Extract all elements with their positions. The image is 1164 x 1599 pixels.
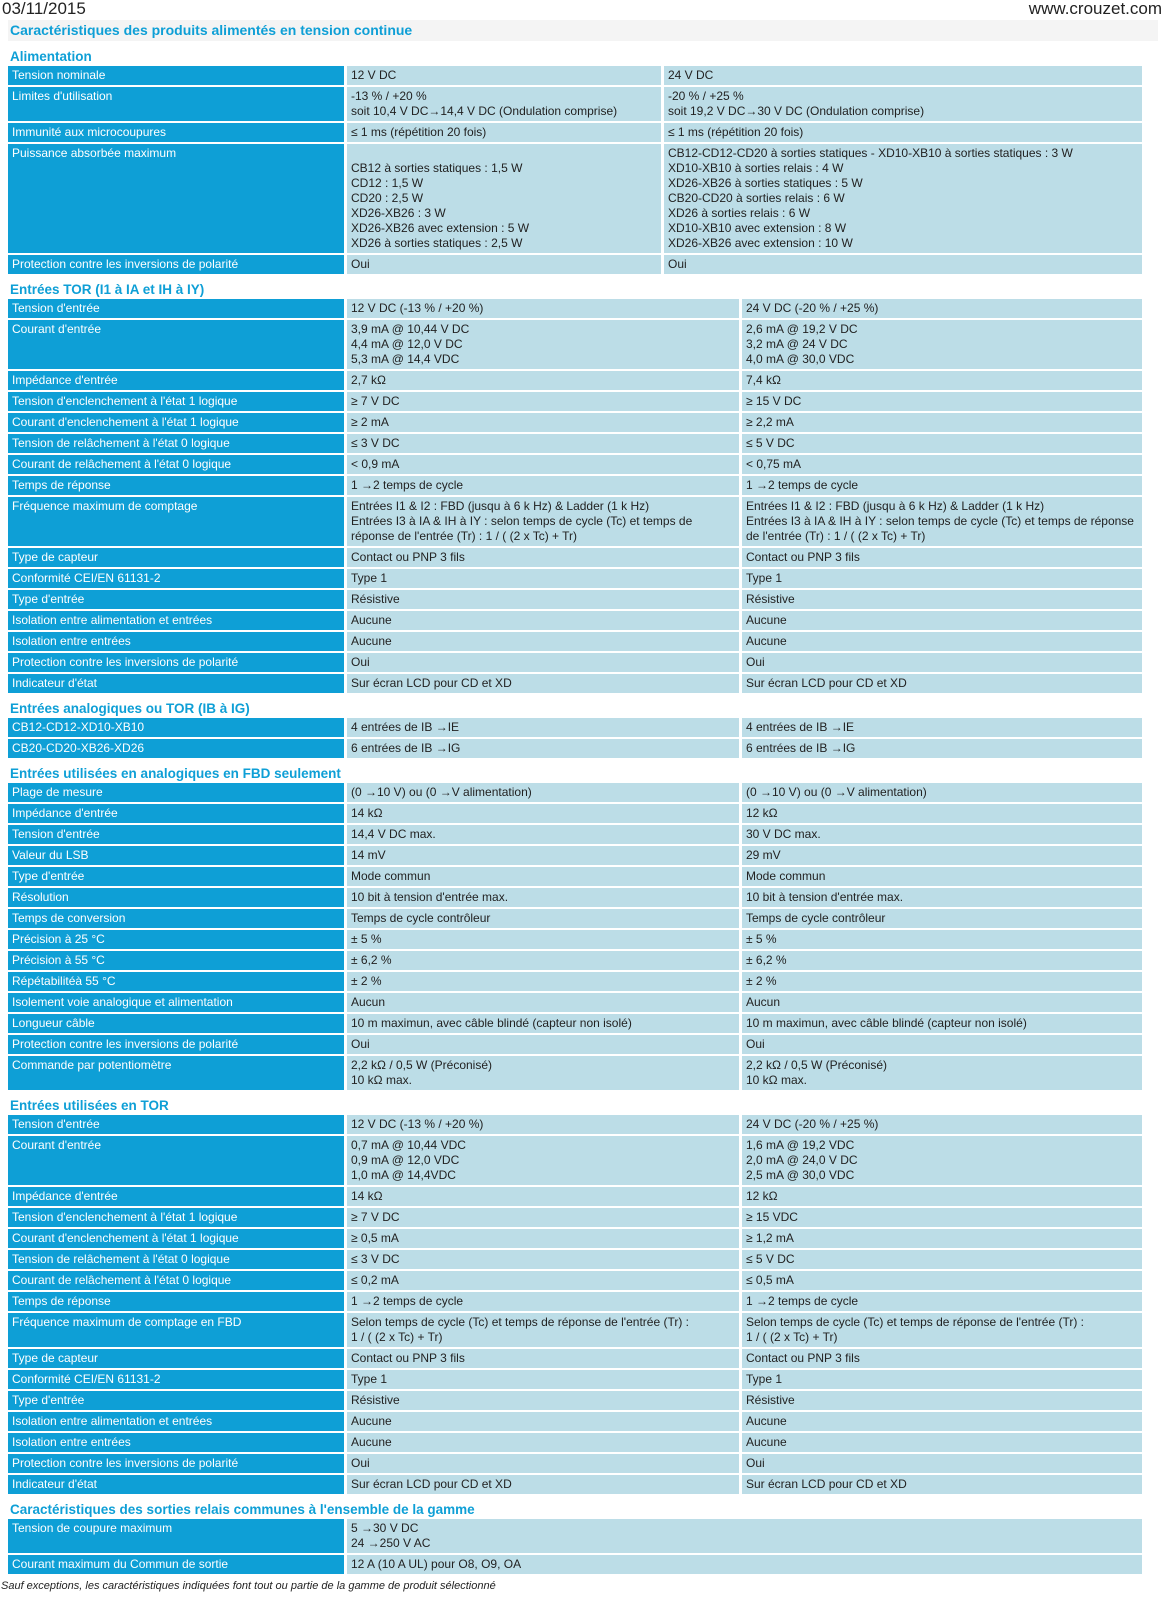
spec-value-24v: ≥ 15 V DC — [742, 392, 1142, 411]
spec-label: Tension d'entrée — [8, 299, 344, 318]
section-alimentation — [8, 47, 1158, 274]
spec-label: Temps de réponse — [8, 1292, 344, 1311]
spec-value-24v: 2,6 mA @ 19,2 V DC 3,2 mA @ 24 V DC 4,0 mA @ 30,0 VDC — [742, 320, 1142, 369]
spec-value-24v: Contact ou PNP 3 fils — [742, 548, 1142, 567]
spec-value-12v: ≥ 7 V DC — [347, 392, 739, 411]
spec-label: Tension d'entrée — [8, 1115, 344, 1134]
spec-value-24v: Aucune — [742, 1433, 1142, 1452]
spec-row — [8, 718, 1158, 737]
spec-value-24v: < 0,75 mA — [742, 455, 1142, 474]
spec-label: Courant d'enclenchement à l'état 1 logique — [8, 1229, 344, 1248]
spec-row — [8, 888, 1158, 907]
spec-label: Puissance absorbée maximum — [8, 144, 344, 253]
spec-value-24v: ≤ 1 ms (répétition 20 fois) — [664, 123, 1142, 142]
spec-value-12v: ± 6,2 % — [347, 951, 739, 970]
spec-label: Tension de coupure maximum — [8, 1519, 344, 1553]
spec-row — [8, 455, 1158, 474]
spec-label: Limites d'utilisation — [8, 87, 344, 121]
spec-value-12v: Aucune — [347, 1412, 739, 1431]
spec-value-12v: Aucune — [347, 1433, 739, 1452]
spec-value-12v: < 0,9 mA — [347, 455, 739, 474]
spec-value-12v: Selon temps de cycle (Tc) et temps de réponse de l'entrée (Tr) : 1 / ( (2 x Tc) + Tr) — [347, 1313, 739, 1347]
spec-label: Indicateur d'état — [8, 674, 344, 693]
spec-value-24v: ± 2 % — [742, 972, 1142, 991]
spec-label: Conformité CEI/EN 61131-2 — [8, 1370, 344, 1389]
spec-value-12v: Oui — [347, 1035, 739, 1054]
spec-value-24v: 4 entrées de IB →IE — [742, 718, 1142, 737]
spec-value-12v: ≤ 0,2 mA — [347, 1271, 739, 1290]
spec-value-24v: 1 →2 temps de cycle — [742, 1292, 1142, 1311]
spec-label: Type d'entrée — [8, 867, 344, 886]
spec-value-12v: ≤ 3 V DC — [347, 1250, 739, 1269]
spec-label: Courant d'entrée — [8, 320, 344, 369]
section-title: Entrées utilisées en TOR — [8, 1096, 755, 1115]
spec-row — [8, 569, 1158, 588]
spec-value-12v: ± 5 % — [347, 930, 739, 949]
section-title: Entrées TOR (I1 à IA et IH à IY) — [8, 280, 755, 299]
spec-value-24v: ± 5 % — [742, 930, 1142, 949]
spec-value-12v: ≥ 7 V DC — [347, 1208, 739, 1227]
section-sorties-relais — [8, 1500, 1158, 1574]
spec-value-24v: Selon temps de cycle (Tc) et temps de réponse de l'entrée (Tr) : 1 / ( (2 x Tc) + Tr) — [742, 1313, 1142, 1347]
spec-value-12v: -13 % / +20 % soit 10,4 V DC→14,4 V DC (Ondulation comprise) — [347, 87, 661, 121]
spec-label: Courant d'entrée — [8, 1136, 344, 1185]
spec-label: Isolement voie analogique et alimentation — [8, 993, 344, 1012]
spec-row — [8, 804, 1158, 823]
spec-row — [8, 413, 1158, 432]
spec-value-24v: 10 m maximun, avec câble blindé (capteur non isolé) — [742, 1014, 1142, 1033]
spec-row — [8, 1229, 1158, 1248]
spec-value-12v: Aucune — [347, 611, 739, 630]
page-title: Caractéristiques des produits alimentés en tension continue — [8, 20, 1158, 41]
spec-row — [8, 1292, 1158, 1311]
spec-label: Tension de relâchement à l'état 0 logique — [8, 1250, 344, 1269]
spec-value-12v: Type 1 — [347, 569, 739, 588]
spec-row — [8, 739, 1158, 758]
spec-label: Tension d'enclenchement à l'état 1 logique — [8, 392, 344, 411]
spec-value-12v: Oui — [347, 653, 739, 672]
spec-label: Impédance d'entrée — [8, 804, 344, 823]
spec-row — [8, 1271, 1158, 1290]
spec-value-24v: 12 kΩ — [742, 1187, 1142, 1206]
spec-value-24v: 1,6 mA @ 19,2 VDC 2,0 mA @ 24,0 V DC 2,5 mA @ 30,0 VDC — [742, 1136, 1142, 1185]
spec-value-24v: 30 V DC max. — [742, 825, 1142, 844]
spec-label: Protection contre les inversions de polarité — [8, 1035, 344, 1054]
spec-value-24v: Résistive — [742, 590, 1142, 609]
spec-row — [8, 1370, 1158, 1389]
spec-label: Longueur câble — [8, 1014, 344, 1033]
spec-value-24v: Sur écran LCD pour CD et XD — [742, 1475, 1142, 1494]
spec-value-12v: Temps de cycle contrôleur — [347, 909, 739, 928]
spec-value-24v: ≤ 0,5 mA — [742, 1271, 1142, 1290]
print-date: 03/11/2015 — [2, 0, 86, 18]
spec-label: Type d'entrée — [8, 1391, 344, 1410]
spec-value-24v: 12 kΩ — [742, 804, 1142, 823]
spec-label: Fréquence maximum de comptage — [8, 497, 344, 546]
spec-label: Type de capteur — [8, 548, 344, 567]
spec-label: Protection contre les inversions de polarité — [8, 1454, 344, 1473]
spec-value-12v: 1 →2 temps de cycle — [347, 1292, 739, 1311]
spec-row — [8, 909, 1158, 928]
spec-row — [8, 993, 1158, 1012]
spec-label: Courant d'enclenchement à l'état 1 logique — [8, 413, 344, 432]
spec-rows — [8, 783, 1158, 1090]
spec-label: Impédance d'entrée — [8, 1187, 344, 1206]
spec-value-24v: 6 entrées de IB →IG — [742, 739, 1142, 758]
spec-row — [8, 1208, 1158, 1227]
spec-label: Conformité CEI/EN 61131-2 — [8, 569, 344, 588]
spec-row — [8, 1519, 1158, 1553]
spec-value-12v: Contact ou PNP 3 fils — [347, 1349, 739, 1368]
spec-value-24v: 2,2 kΩ / 0,5 W (Préconisé) 10 kΩ max. — [742, 1056, 1142, 1090]
spec-row — [8, 930, 1158, 949]
spec-value-12v: Sur écran LCD pour CD et XD — [347, 1475, 739, 1494]
spec-value-12v: ± 2 % — [347, 972, 739, 991]
spec-value-24v: Oui — [742, 653, 1142, 672]
spec-row — [8, 66, 1158, 85]
spec-value-24v: ≤ 5 V DC — [742, 1250, 1142, 1269]
spec-value-12v: Entrées I1 & I2 : FBD (jusqu à 6 k Hz) & Ladder (1 k Hz) Entrées I3 à IA & IH à IY : selon temps de cycle (Tc) et temps de réponse de l'entrée (Tr) : 1 / ( (2 x Tc) + Tr) — [347, 497, 739, 546]
spec-value-12v: (0 →10 V) ou (0 →V alimentation) — [347, 783, 739, 802]
spec-value-12v: Sur écran LCD pour CD et XD — [347, 674, 739, 693]
spec-row — [8, 825, 1158, 844]
section-title: Entrées utilisées en analogiques en FBD seulement — [8, 764, 755, 783]
spec-value-24v: ± 6,2 % — [742, 951, 1142, 970]
spec-value-12v: 2,2 kΩ / 0,5 W (Préconisé) 10 kΩ max. — [347, 1056, 739, 1090]
spec-value-12v: Contact ou PNP 3 fils — [347, 548, 739, 567]
spec-value-12v: 4 entrées de IB →IE — [347, 718, 739, 737]
spec-row — [8, 1313, 1158, 1347]
spec-value-24v: Aucune — [742, 1412, 1142, 1431]
spec-label: Tension d'enclenchement à l'état 1 logique — [8, 1208, 344, 1227]
spec-row — [8, 299, 1158, 318]
spec-row — [8, 1136, 1158, 1185]
spec-value-12v: 2,7 kΩ — [347, 371, 739, 390]
spec-row — [8, 632, 1158, 651]
spec-rows — [8, 1519, 1158, 1574]
spec-value-24v: Oui — [742, 1035, 1142, 1054]
section-entrees-analogiques-tor — [8, 699, 1158, 758]
footnote: Sauf exceptions, les caractéristiques indiquées font tout ou partie de la gamme de produit sélectionné — [1, 1580, 496, 1592]
spec-row — [8, 476, 1158, 495]
spec-value-12v: 14,4 V DC max. — [347, 825, 739, 844]
spec-row — [8, 1454, 1158, 1473]
spec-row — [8, 255, 1158, 274]
spec-row — [8, 1349, 1158, 1368]
spec-value: 12 A (10 A UL) pour O8, O9, OA — [347, 1555, 1142, 1574]
spec-row — [8, 497, 1158, 546]
spec-row — [8, 1056, 1158, 1090]
spec-value-24v: Résistive — [742, 1391, 1142, 1410]
spec-value-12v: 14 kΩ — [347, 1187, 739, 1206]
spec-value-24v: (0 →10 V) ou (0 →V alimentation) — [742, 783, 1142, 802]
spec-row — [8, 783, 1158, 802]
spec-row — [8, 846, 1158, 865]
spec-value-24v: Temps de cycle contrôleur — [742, 909, 1142, 928]
spec-value-12v: 3,9 mA @ 10,44 V DC 4,4 mA @ 12,0 V DC 5,3 mA @ 14,4 VDC — [347, 320, 739, 369]
spec-row — [8, 434, 1158, 453]
spec-rows — [8, 299, 1158, 693]
spec-row — [8, 548, 1158, 567]
spec-value-24v: 7,4 kΩ — [742, 371, 1142, 390]
spec-row — [8, 1391, 1158, 1410]
spec-value-24v: Type 1 — [742, 1370, 1142, 1389]
spec-row — [8, 1035, 1158, 1054]
spec-row — [8, 1412, 1158, 1431]
spec-value-24v: Oui — [742, 1454, 1142, 1473]
spec-row — [8, 674, 1158, 693]
spec-value-12v: Aucune — [347, 632, 739, 651]
section-entrees-tor-2 — [8, 1096, 1158, 1494]
spec-value-12v: 0,7 mA @ 10,44 VDC 0,9 mA @ 12,0 VDC 1,0 mA @ 14,4VDC — [347, 1136, 739, 1185]
spec-row — [8, 1115, 1158, 1134]
spec-value-12v: 12 V DC (-13 % / +20 %) — [347, 1115, 739, 1134]
spec-rows — [8, 66, 1158, 274]
spec-label: Protection contre les inversions de polarité — [8, 255, 344, 274]
spec-value-24v: 10 bit à tension d'entrée max. — [742, 888, 1142, 907]
section-title: Entrées analogiques ou TOR (IB à IG) — [8, 699, 755, 718]
spec-label: Isolation entre entrées — [8, 1433, 344, 1452]
spec-value-24v: Oui — [664, 255, 1142, 274]
spec-value-12v: Mode commun — [347, 867, 739, 886]
spec-label: Temps de réponse — [8, 476, 344, 495]
spec-value-24v: Entrées I1 & I2 : FBD (jusqu à 6 k Hz) & Ladder (1 k Hz) Entrées I3 à IA & IH à IY : selon temps de cycle (Tc) et temps de réponse de l'entrée (Tr) : 1 / ( (2 x Tc) + Tr) — [742, 497, 1142, 546]
spec-value-12v: Type 1 — [347, 1370, 739, 1389]
spec-value-12v: 12 V DC (-13 % / +20 %) — [347, 299, 739, 318]
spec-value-24v: ≤ 5 V DC — [742, 434, 1142, 453]
spec-label: Commande par potentiomètre — [8, 1056, 344, 1090]
spec-value: 5 →30 V DC 24 →250 V AC — [347, 1519, 1142, 1553]
spec-value-12v: ≥ 2 mA — [347, 413, 739, 432]
spec-value-12v: Résistive — [347, 590, 739, 609]
spec-row — [8, 144, 1158, 253]
section-entrees-tor — [8, 280, 1158, 693]
spec-value-24v: Aucun — [742, 993, 1142, 1012]
spec-label: Précision à 25 °C — [8, 930, 344, 949]
spec-value-24v: -20 % / +25 % soit 19,2 V DC→30 V DC (Ondulation comprise) — [664, 87, 1142, 121]
spec-label: Courant maximum du Commun de sortie — [8, 1555, 344, 1574]
spec-label: Tension d'entrée — [8, 825, 344, 844]
spec-row — [8, 972, 1158, 991]
spec-document — [8, 20, 1158, 1580]
spec-value-24v: 1 →2 temps de cycle — [742, 476, 1142, 495]
spec-value-12v: 10 m maximun, avec câble blindé (capteur non isolé) — [347, 1014, 739, 1033]
spec-label: Isolation entre entrées — [8, 632, 344, 651]
spec-value-12v: CB12 à sorties statiques : 1,5 W CD12 : 1,5 W CD20 : 2,5 W XD26-XB26 : 3 W XD26-XB26 avec extension : 5 W XD26 à sorties statiques : 2,5 W — [347, 144, 661, 253]
spec-value-12v: 1 →2 temps de cycle — [347, 476, 739, 495]
spec-label: Plage de mesure — [8, 783, 344, 802]
spec-value-24v: 24 V DC (-20 % / +25 %) — [742, 1115, 1142, 1134]
spec-value-24v: ≥ 2,2 mA — [742, 413, 1142, 432]
spec-value-24v: Mode commun — [742, 867, 1142, 886]
spec-label: Immunité aux microcoupures — [8, 123, 344, 142]
spec-row — [8, 87, 1158, 121]
spec-row — [8, 1433, 1158, 1452]
section-title: Caractéristiques des sorties relais communes à l'ensemble de la gamme — [8, 1500, 1158, 1519]
spec-label: Fréquence maximum de comptage en FBD — [8, 1313, 344, 1347]
spec-rows — [8, 718, 1158, 758]
spec-label: Isolation entre alimentation et entrées — [8, 611, 344, 630]
spec-value-12v: 6 entrées de IB →IG — [347, 739, 739, 758]
spec-value-12v: ≥ 0,5 mA — [347, 1229, 739, 1248]
spec-value-24v: 24 V DC — [664, 66, 1142, 85]
spec-row — [8, 1250, 1158, 1269]
spec-label: Tension nominale — [8, 66, 344, 85]
spec-row — [8, 123, 1158, 142]
spec-label: Impédance d'entrée — [8, 371, 344, 390]
spec-row — [8, 1555, 1158, 1574]
spec-row — [8, 320, 1158, 369]
spec-value-24v: 24 V DC (-20 % / +25 %) — [742, 299, 1142, 318]
spec-value-24v: CB12-CD12-CD20 à sorties statiques - XD10-XB10 à sorties statiques : 3 W XD10-XB10 à sorties relais : 4 W XD26-XB26 à sorties statiques : 5 W CB20-CD20 à sorties relais : 6 W XD26 à sorties relais : 6 W XD10-XB10 avec extension : 8 W XD26-XB26 avec extension : 10 W — [664, 144, 1142, 253]
spec-row — [8, 392, 1158, 411]
spec-value-24v: Type 1 — [742, 569, 1142, 588]
spec-row — [8, 611, 1158, 630]
spec-label: CB12-CD12-XD10-XB10 — [8, 718, 344, 737]
spec-value-24v: ≥ 15 VDC — [742, 1208, 1142, 1227]
spec-row — [8, 1475, 1158, 1494]
spec-label: Répétabilitéà 55 °C — [8, 972, 344, 991]
spec-label: Courant de relâchement à l'état 0 logique — [8, 455, 344, 474]
spec-value-24v: Contact ou PNP 3 fils — [742, 1349, 1142, 1368]
spec-row — [8, 867, 1158, 886]
spec-value-12v: 14 kΩ — [347, 804, 739, 823]
spec-row — [8, 1187, 1158, 1206]
spec-row — [8, 951, 1158, 970]
spec-label: Type de capteur — [8, 1349, 344, 1368]
spec-row — [8, 1014, 1158, 1033]
spec-label: Précision à 55 °C — [8, 951, 344, 970]
spec-row — [8, 371, 1158, 390]
section-title: Alimentation — [8, 47, 673, 66]
site-url: www.crouzet.com — [1028, 0, 1162, 18]
spec-value-12v: Aucun — [347, 993, 739, 1012]
spec-value-12v: ≤ 3 V DC — [347, 434, 739, 453]
spec-label: Type d'entrée — [8, 590, 344, 609]
spec-value-12v: 12 V DC — [347, 66, 661, 85]
spec-label: Courant de relâchement à l'état 0 logique — [8, 1271, 344, 1290]
section-entrees-analogiques-fbd — [8, 764, 1158, 1090]
spec-label: Tension de relâchement à l'état 0 logique — [8, 434, 344, 453]
spec-value-12v: Résistive — [347, 1391, 739, 1410]
spec-row — [8, 653, 1158, 672]
spec-label: Valeur du LSB — [8, 846, 344, 865]
spec-label: Résolution — [8, 888, 344, 907]
spec-label: Protection contre les inversions de polarité — [8, 653, 344, 672]
spec-value-12v: 14 mV — [347, 846, 739, 865]
spec-value-24v: ≥ 1,2 mA — [742, 1229, 1142, 1248]
spec-label: Temps de conversion — [8, 909, 344, 928]
spec-value-24v: Aucune — [742, 632, 1142, 651]
spec-row — [8, 590, 1158, 609]
spec-value-12v: Oui — [347, 1454, 739, 1473]
spec-label: Indicateur d'état — [8, 1475, 344, 1494]
spec-rows — [8, 1115, 1158, 1494]
spec-value-12v: ≤ 1 ms (répétition 20 fois) — [347, 123, 661, 142]
spec-label: CB20-CD20-XB26-XD26 — [8, 739, 344, 758]
spec-label: Isolation entre alimentation et entrées — [8, 1412, 344, 1431]
spec-value-24v: Aucune — [742, 611, 1142, 630]
spec-value-24v: Sur écran LCD pour CD et XD — [742, 674, 1142, 693]
spec-value-12v: Oui — [347, 255, 661, 274]
spec-value-12v: 10 bit à tension d'entrée max. — [347, 888, 739, 907]
spec-value-24v: 29 mV — [742, 846, 1142, 865]
